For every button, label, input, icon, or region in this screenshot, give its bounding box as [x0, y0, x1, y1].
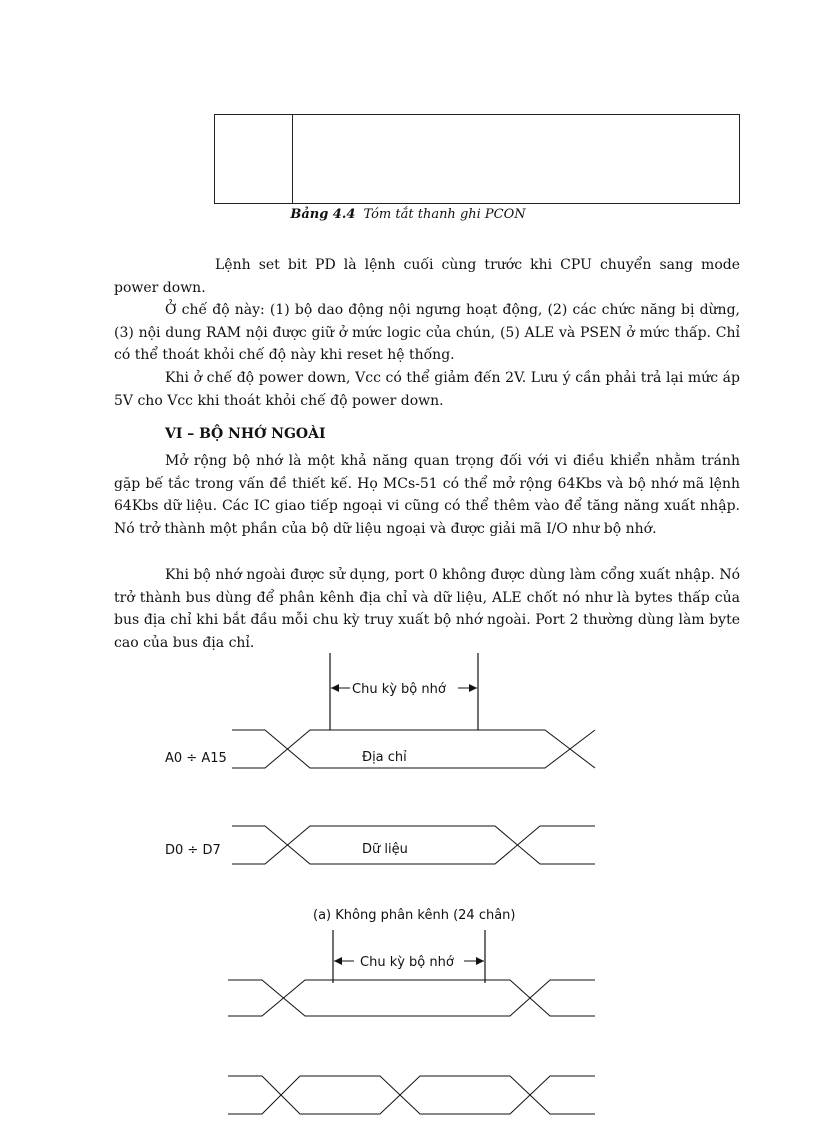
cycle-a-label: Chu kỳ bộ nhớ	[352, 682, 446, 697]
mux-waveform-2-top	[228, 1076, 595, 1114]
paragraph-pd-bit: Lệnh set bit PD là lệnh cuối cùng trước khi CPU chuyển sang mode power down.	[114, 257, 740, 296]
paragraph-vcc: Khi ở chế độ power down, Vcc có thể giảm đến 2V. Lưu ý cần phải trả lại mức áp 5V cho Vcc khi thoát khỏi chế độ power down.	[114, 370, 740, 409]
table-caption	[0, 207, 816, 222]
address-content-label: Địa chỉ	[362, 750, 407, 765]
cycle-b-right-arrowhead	[476, 957, 484, 965]
timing-diagram	[0, 648, 816, 1123]
pcon-table	[214, 114, 740, 204]
table-caption-number: Bảng 4.4	[290, 207, 356, 222]
address-waveform-top	[232, 730, 595, 768]
cycle-b-left-arrowhead	[334, 957, 342, 965]
table-caption-text: Tóm tắt thanh ghi PCON	[363, 207, 526, 222]
cycle-b-label: Chu kỳ bộ nhớ	[360, 955, 454, 970]
diagram-a-caption: (a) Không phân kênh (24 chân)	[313, 908, 516, 923]
section-heading: VI – BỘ NHỚ NGOÀI	[165, 426, 326, 442]
table-column-divider	[292, 115, 293, 203]
paragraph-port0: Khi bộ nhớ ngoài được sử dụng, port 0 không được dùng làm cổng xuất nhập. Nó trở thành bus dùng để phân kênh địa chỉ và dữ liệu, ALE chốt nó như là bytes thấp của bus địa chỉ khi bắt đầu mỗi chu kỳ truy xuất bộ nhớ ngoài. Port 2 thường dùng làm byte cao của bus địa chỉ.	[114, 567, 740, 651]
cycle-a-right-arrowhead	[469, 684, 477, 692]
mux-waveform-2-bottom	[228, 1076, 595, 1114]
address-waveform-bottom	[232, 730, 595, 768]
data-waveform-top	[232, 826, 595, 864]
data-content-label: Dữ liệu	[362, 842, 408, 857]
data-waveform-bottom	[232, 826, 595, 864]
data-signal-label: D0 ÷ D7	[165, 843, 221, 858]
paragraph-power-down-mode: Ở chế độ này: (1) bộ dao động nội ngưng hoạt động, (2) các chức năng bị dừng, (3) nội dung RAM nội được giữ ở mức logic của chún, (5) ALE và PSEN ở mức thấp. Chỉ có thể thoát khỏi chế độ này khi reset hệ thống.	[114, 302, 740, 363]
mux-waveform-1-bottom	[228, 980, 595, 1016]
paragraph-external-memory: Mở rộng bộ nhớ là một khả năng quan trọng đối với vi điều khiển nhằm tránh gặp bế tắc trong vấn đề thiết kế. Họ MCs-51 có thể mở rộng 64Kbs và bộ nhớ mã lệnh 64Kbs dữ liệu. Các IC giao tiếp ngoại vi cũng có thể thêm vào để tăng năng xuất nhập. Nó trở thành một phần của bộ dữ liệu ngoại và được giải mã I/O như bộ nhớ.	[114, 453, 740, 537]
address-signal-label: A0 ÷ A15	[165, 751, 227, 766]
cycle-a-left-arrowhead	[331, 684, 339, 692]
